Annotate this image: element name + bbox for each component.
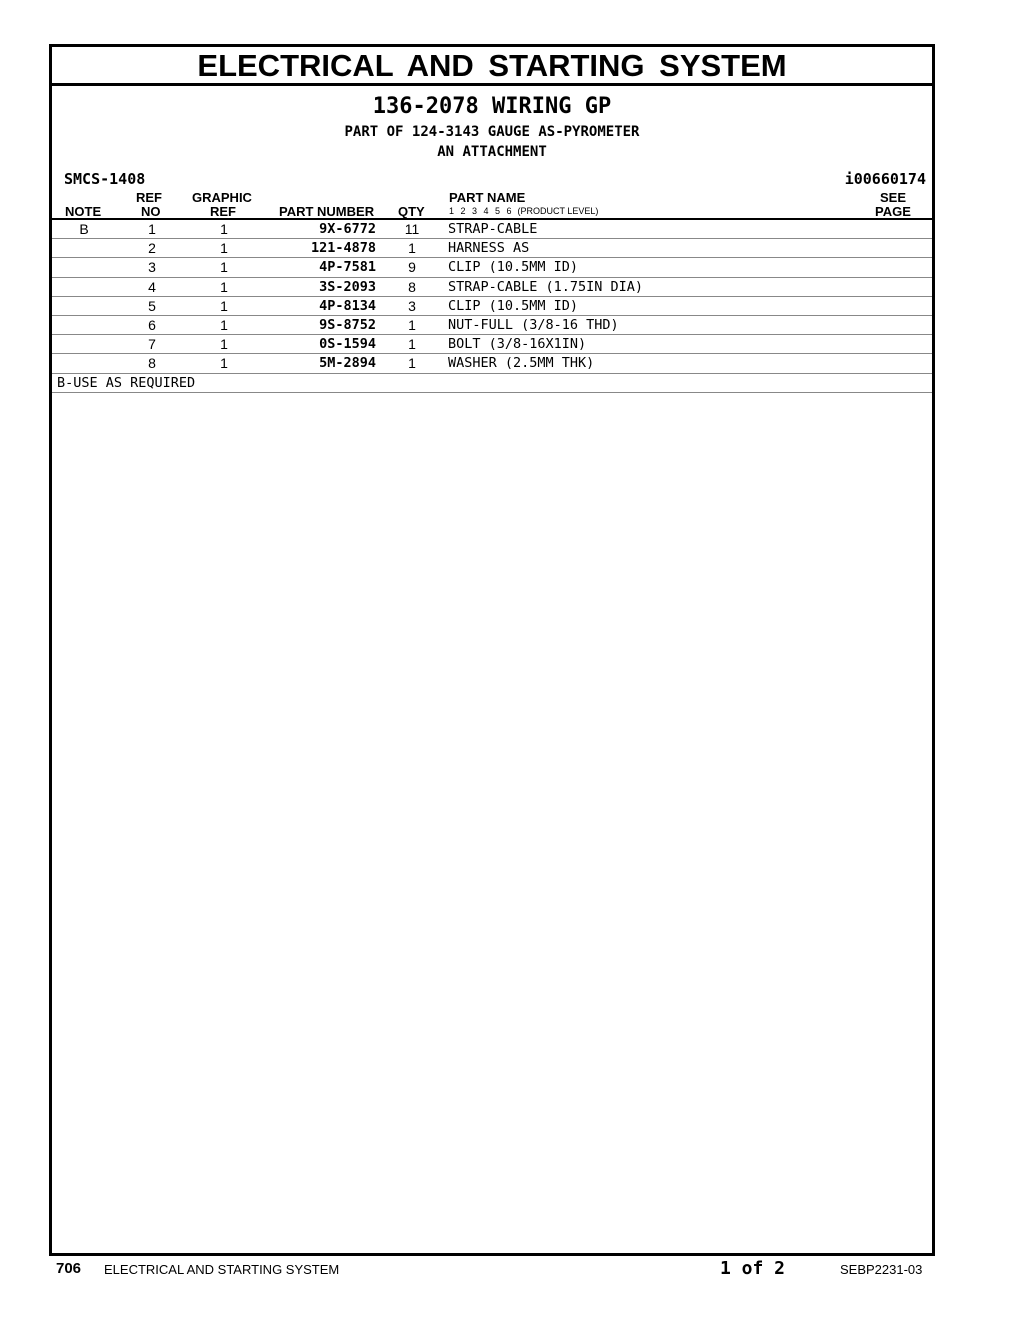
part-name-cell: NUT-FULL (3/8-16 THD) [448,316,619,333]
qty-cell: 3 [408,297,416,314]
levels-numbers: 1 2 3 4 5 6 [449,206,512,216]
qty-cell: 1 [408,316,416,333]
graphic-ref-cell: 1 [220,355,228,372]
graphic-ref-cell: 1 [220,221,228,237]
table-row [52,354,932,373]
part-name-cell: WASHER (2.5MM THK) [448,355,595,372]
ref-no-cell: 3 [148,259,156,276]
ref-no-cell: 6 [148,316,156,333]
header-ref-2: NO [141,204,161,219]
header-qty: QTY [398,204,425,219]
page-number: 706 [56,1260,82,1277]
graphic-ref-cell: 1 [220,336,228,353]
section-title: ELECTRICAL AND STARTING SYSTEM [52,47,932,86]
part-name-cell: STRAP-CABLE [448,221,538,237]
header-note: NOTE [65,204,102,219]
qty-cell: 1 [408,355,416,372]
parts-table-body [52,220,932,374]
header-part-name: PART NAME [449,190,526,205]
table-row [52,239,932,258]
footer-title: ELECTRICAL AND STARTING SYSTEM [104,1262,340,1277]
header-graphic-2: REF [210,204,236,219]
table-row [52,220,932,239]
graphic-ref-cell: 1 [220,316,228,333]
header-see-2: PAGE [875,204,911,219]
header-graphic-1: GRAPHIC [192,190,252,205]
ref-no-cell: 4 [148,278,156,295]
part-name-cell: CLIP (10.5MM ID) [448,297,579,314]
part-number-cell: 9S-8752 [319,316,376,333]
qty-cell: 8 [408,278,416,295]
product-level-label: (PRODUCT LEVEL) [517,206,599,216]
ref-no-cell: 1 [148,221,156,237]
document-number: SEBP2231-03 [840,1262,923,1277]
part-name-cell: HARNESS AS [448,240,530,257]
note-row: B-USE AS REQUIRED [52,374,932,393]
part-number-cell: 5M-2894 [319,355,376,372]
part-name-cell: STRAP-CABLE (1.75IN DIA) [448,278,644,295]
table-row [52,278,932,297]
ref-no-cell: 2 [148,240,156,257]
parts-page-frame [49,44,935,1256]
group-title: 136-2078 WIRING GP [372,94,612,119]
group-subtitle-2: AN ATTACHMENT [437,144,547,160]
graphic-ref-cell: 1 [220,278,228,295]
graphic-ref-cell: 1 [220,240,228,257]
table-row [52,316,932,335]
graphic-ref-cell: 1 [220,259,228,276]
part-number-cell: 4P-7581 [319,259,376,276]
page-footer [0,1258,1020,1282]
qty-cell: 11 [404,221,420,237]
illustration-id: i00660174 [844,170,926,188]
page-of: 1 of 2 [720,1258,786,1279]
part-number-cell: 121-4878 [310,240,376,257]
table-header [52,190,932,220]
note-cell: B [79,221,89,237]
header-see-1: SEE [880,190,907,205]
part-number-cell: 0S-1594 [319,336,376,353]
header-product-levels [449,206,598,216]
smcs-row [52,164,932,190]
table-row [52,335,932,354]
table-row [52,258,932,277]
ref-no-cell: 5 [148,297,156,314]
part-name-cell: BOLT (3/8-16X1IN) [448,336,587,353]
ref-no-cell: 8 [148,355,156,372]
part-name-cell: CLIP (10.5MM ID) [448,259,579,276]
group-subtitle-1: PART OF 124-3143 GAUGE AS-PYROMETER [344,124,640,140]
table-row [52,297,932,316]
qty-cell: 1 [408,336,416,353]
ref-no-cell: 7 [148,336,156,353]
part-number-cell: 4P-8134 [319,297,376,314]
graphic-ref-cell: 1 [220,297,228,314]
part-number-cell: 9X-6772 [319,221,376,237]
header-ref-1: REF [136,190,162,205]
smcs-code: SMCS-1408 [64,170,146,188]
qty-cell: 1 [408,240,416,257]
part-number-cell: 3S-2093 [319,278,376,295]
header-part-number: PART NUMBER [279,204,375,219]
qty-cell: 9 [408,259,416,276]
